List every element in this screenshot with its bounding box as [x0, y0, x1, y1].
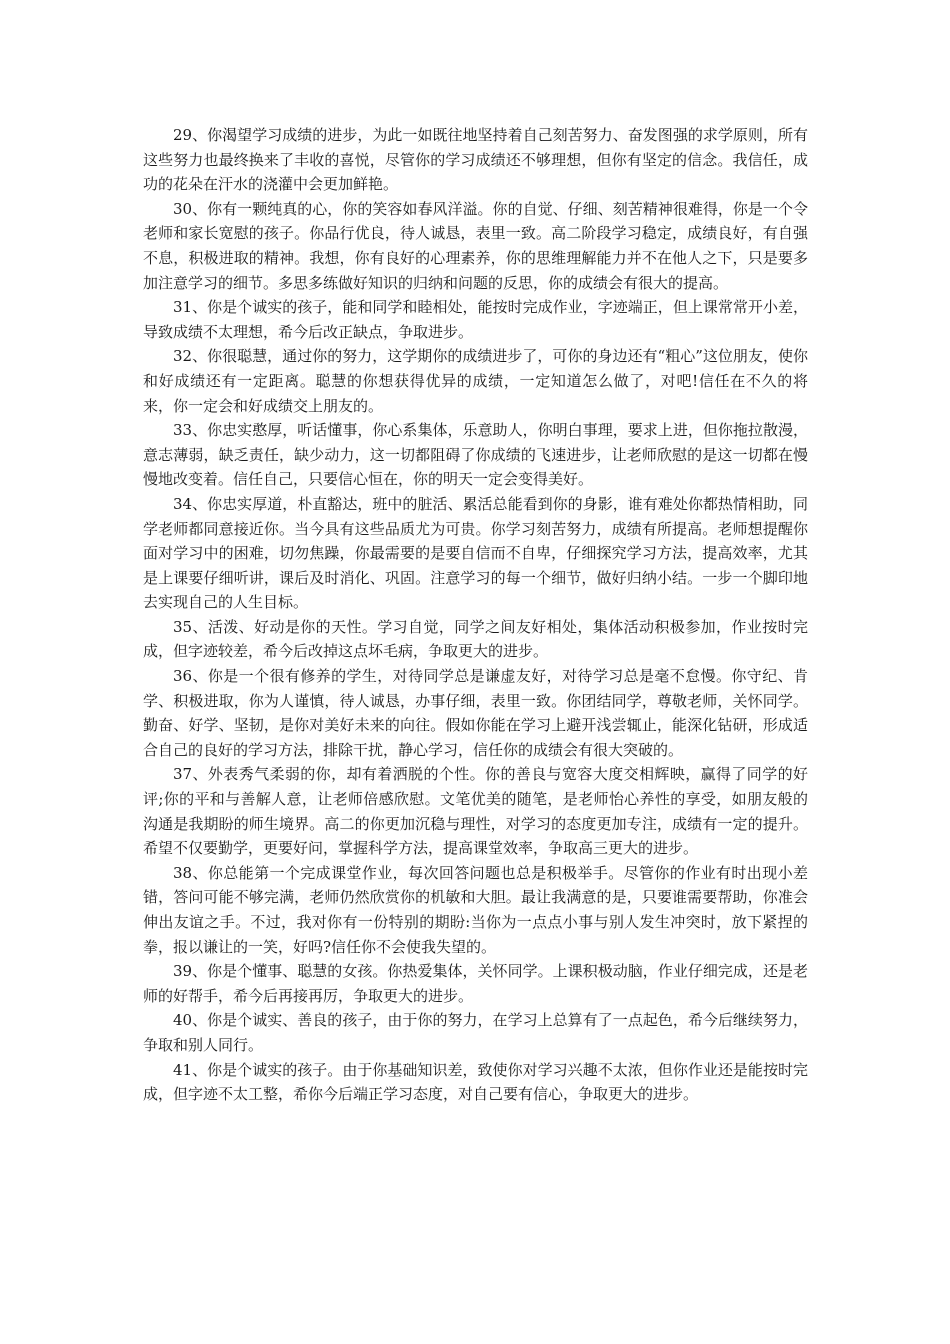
paragraph-30: 30、你有一颗纯真的心，你的笑容如春风洋溢。你的自觉、仔细、刻苦精神很难得，你是一个令老师和家长宽慰的孩子。你品行优良，待人诚恳，表里一致。高二阶段学习稳定，成绩良好，有自强不息，积极进取的精神。我想，你有良好的心理素养，你的思维理解能力并不在他人之下，只是要多加注意学习的细节。多思多练做好知识的归纳和问题的反思，你的成绩会有很大的提高。	[143, 199, 808, 292]
paragraph-39: 39、你是个懂事、聪慧的女孩。你热爱集体，关怀同学。上课积极动脑，作业仔细完成，还是老师的好帮手，希今后再接再厉，争取更大的进步。	[143, 962, 808, 1005]
paragraph-35: 35、活泼、好动是你的天性。学习自觉，同学之间友好相处，集体活动积极参加，作业按时完成，但字迹较差，希今后改掉这点坏毛病，争取更大的进步。	[143, 617, 808, 661]
paragraph-41: 41、你是个诚实的孩子。由于你基础知识差，致使你对学习兴趣不太浓，但你作业还是能按时完成，但字迹不太工整，希你今后端正学习态度，对自己要有信心，争取更大的进步。	[143, 1060, 808, 1104]
paragraph-31: 31、你是个诚实的孩子，能和同学和睦相处，能按时完成作业，字迹端正，但上课常常开小差，导致成绩不太理想，希今后改正缺点，争取进步。	[143, 298, 808, 341]
paragraph-38: 38、你总能第一个完成课堂作业，每次回答问题也总是积极举手。尽管你的作业有时出现小差错，答问可能不够完满，老师仍然欣赏你的机敏和大胆。最让我满意的是，只要谁需要帮助，你准会伸出友谊之手。不过，我对你有一份特别的期盼:当你为一点点小事与别人发生冲突时，放下紧捏的拳，报以谦让的一笑，好吗?信任你不会使我失望的。	[143, 863, 808, 956]
paragraph-32: 32、你很聪慧，通过你的努力，这学期你的成绩进步了，可你的身边还有“粗心”这位朋友，使你和好成绩还有一定距离。聪慧的你想获得优异的成绩，一定知道怎么做了，对吧!信任在不久的将来，你一定会和好成绩交上朋友的。	[143, 347, 808, 415]
paragraph-36: 36、你是一个很有修养的学生，对待同学总是谦虚友好，对待学习总是毫不怠慢。你守纪、肯学、积极进取，你为人谨慎，待人诚恳，办事仔细，表里一致。你团结同学，尊敬老师，关怀同学。勤奋、好学、坚韧，是你对美好未来的向往。假如你能在学习上避开浅尝辄止，能深化钻研，形成适合自己的良好的学习方法，排除干扰，静心学习，信任你的成绩会有很大突破的。	[143, 667, 808, 759]
document-body	[143, 123, 808, 1107]
paragraph-29: 29、你渴望学习成绩的进步，为此一如既往地坚持着自己刻苦努力、奋发图强的求学原则，所有这些努力也最终换来了丰收的喜悦，尽管你的学习成绩还不够理想，但你有坚定的信念。我信任，成功的花朵在汗水的浇灌中会更加鲜艳。	[143, 126, 808, 194]
paragraph-33: 33、你忠实憨厚，听话懂事，你心系集体，乐意助人，你明白事理，要求上进，但你拖拉散漫，意志薄弱，缺乏责任，缺少动力，这一切都阻碍了你成绩的飞速进步，让老师欣慰的是这一切都在慢慢地改变着。信任自己，只要信心恒在，你的明天一定会变得美好。	[143, 421, 808, 489]
paragraph-37: 37、外表秀气柔弱的你，却有着洒脱的个性。你的善良与宽容大度交相辉映，赢得了同学的好评;你的平和与善解人意，让老师倍感欣慰。文笔优美的随笔，是老师怡心养性的享受，如朋友般的沟通是我期盼的师生境界。高二的你更加沉稳与理性，对学习的态度更加专注，成绩有一定的提升。希望不仅要勤学，更要好问，掌握科学方法，提高课堂效率，争取高三更大的进步。	[143, 765, 808, 858]
paragraph-34: 34、你忠实厚道，朴直豁达，班中的脏活、累活总能看到你的身影，谁有难处你都热情相助，同学老师都同意接近你。当今具有这些品质尤为可贵。你学习刻苦努力，成绩有所提高。老师想提醒你面对学习中的困难，切勿焦躁，你最需要的是要自信而不自卑，仔细探究学习方法，提高效率，尤其是上课要仔细听讲，课后及时消化、巩固。注意学习的每一个细节，做好归纳小结。一步一个脚印地去实现自己的人生目标。	[143, 494, 808, 612]
paragraph-40: 40、你是个诚实、善良的孩子，由于你的努力，在学习上总算有了一点起色，希今后继续努力，争取和别人同行。	[143, 1011, 808, 1054]
